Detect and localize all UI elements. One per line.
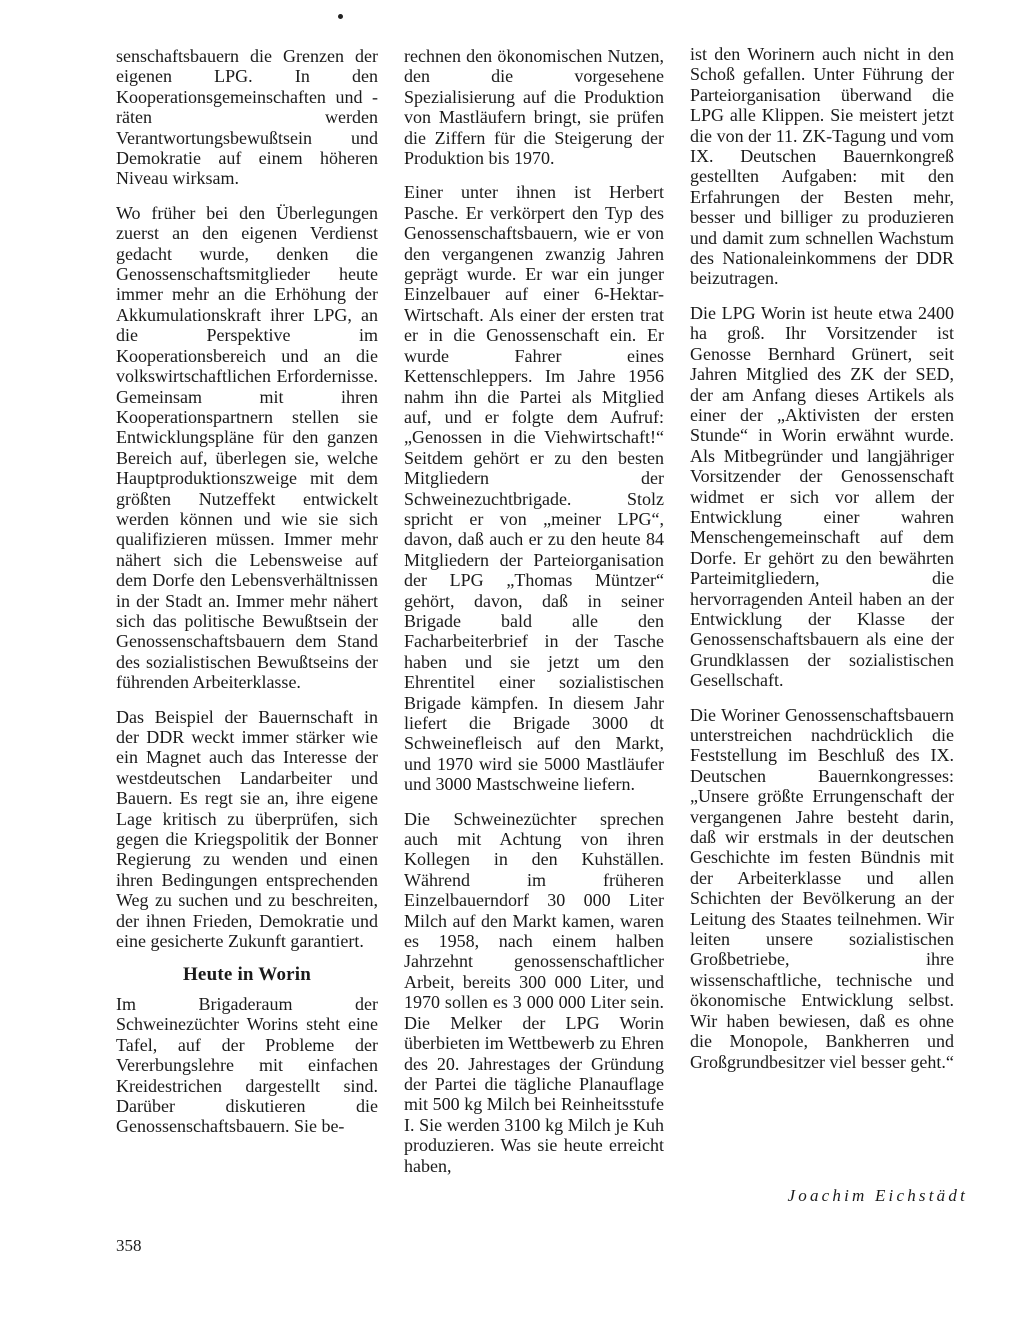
column-2-paragraph-3: Die Schweinezüchter sprechen auch mit Achtung von ihren Kollegen in den Kuhställen. Während im früheren Einzelbauerndorf 30 000 Liter Milch auf den Markt kamen, waren es 1958, nach einem halben Jahrzehnt genossenschaftlicher Arbeit, bereits 300 000 Liter, und 1970 sollen es 3 000 000 Liter sein. Die Melker der LPG Worin überbieten im Wettbewerb zu Ehren des 20. Jahrestages der Gründung der Partei die tägliche Planauflage mit 500 kg Milch bei Reinheitsstufe I. Sie werden 3100 kg Milch je Kuh produzieren. Was sie heute erreicht haben, [404,808,664,1176]
column-2 [404,46,664,1190]
column-2-paragraph-1: rechnen den ökonomischen Nutzen, den die vorgesehene Spezialisierung auf die Produktion von Mastläufern bringt, sie prüfen die Ziffern für die Steigerung der Produktion bis 1970. [404,46,664,169]
column-1-paragraph-1: senschaftsbauern die Grenzen der eigenen LPG. In den Kooperationsgemeinschaften und -räten werden Verantwortungsbewußtsein und Demokratie auf einem höheren Niveau wirksam. [116,46,378,189]
column-1-paragraph-3: Das Beispiel der Bauernschaft in der DDR weckt immer stärker wie ein Magnet auch das Interesse der westdeutschen Landarbeiter und Bauern. Es regt sie an, ihre eigene Lage kritisch zu überprüfen, sich gegen die Kriegspolitik der Bonner Regierung zu wenden und einen ihren Bedingungen entsprechenden Weg zu suchen und zu beschreiten, der ihnen Frieden, Demokratie und eine gesicherte Zukunft garantiert. [116,706,378,952]
column-3-paragraph-2: Die LPG Worin ist heute etwa 2400 ha groß. Ihr Vorsitzender ist Genosse Bernhard Grünert, seit Jahren Mitglied des ZK der SED, der am Anfang dieses Artikels als einer der „Aktivisten der ersten Stunde“ in Worin erwähnt wurde. Als Mitbegründer und langjähriger Vorsitzender der Genossenschaft widmet er sich vor allem der Entwicklung einer wahren Menschengemeinschaft auf dem Dorfe. Er gehört zu den bewährten Parteimitgliedern, die hervorragenden Anteil haben an der Entwicklung der Klasse der Genossenschaftsbauern als eine der Grundklassen der sozialistischen Gesellschaft. [690,302,954,691]
column-1-paragraph-2: Wo früher bei den Überlegungen zuerst an den eigenen Verdienst gedacht wurde, denken die Genossenschaftsmitglieder heute immer mehr an die Erhöhung der Akkumulationskraft ihrer LPG, an die Perspektive im Kooperationsbereich und an die volkswirtschaftlichen Erfordernisse. Gemeinsam mit ihren Kooperationspartnern stellen sie Entwicklungspläne für den ganzen Bereich auf, überlegen sie, welche Hauptproduktionszweige mit dem größten Nutzeffekt entwickelt werden können und wie sie sich qualifizieren müssen. Immer mehr nähert sich die Lebensweise auf dem Dorfe den Lebensverhältnissen in der Stadt an. Immer mehr nähert sich das politische Bewußtsein der Genossenschaftsbauern dem Stand des sozialistischen Bewußtseins der führenden Arbeiterklasse. [116,202,378,693]
column-2-paragraph-2: Einer unter ihnen ist Herbert Pasche. Er verkörpert den Typ des Genossenschaftsbauern, wie er von den vergangenen zwanzig Jahren geprägt wurde. Er war ein junger Einzelbauer auf einer 6-Hektar-Wirtschaft. Als einer der ersten trat er in die Genossenschaft ein. Er wurde Fahrer eines Kettenschleppers. Im Jahre 1956 nahm ihn die Partei als Mitglied auf, und er folgte dem Aufruf: „Genossen in die Viehwirtschaft!“ Seitdem gehört er zu den besten Mitgliedern der Schweinezuchtbrigade. Stolz spricht er von „meiner LPG“, davon, daß auch er zu den heute 84 Mitgliedern der Parteiorganisation der LPG „Thomas Müntzer“ gehört, davon, daß in seiner Brigade bald alle den Facharbeiterbrief in der Tasche haben und sie jetzt um den Ehrentitel einer sozialistischen Brigade kämpfen. In diesem Jahr liefert die Brigade 3000 dt Schweinefleisch auf den Markt, und 1970 wird sie 5000 Mastläufer und 3000 Mastschweine liefern. [404,182,664,795]
author-signature: Joachim Eichstädt [787,1186,968,1205]
column-3 [690,44,954,1086]
column-3-paragraph-3: Die Woriner Genossenschaftsbauern unterstreichen nachdrücklich die Feststellung im Beschluß des IX. Deutschen Bauernkongresses: „Unsere größte Errungenschaft der vergangenen Jahre besteht darin, daß wir erstmals in der deutschen Geschichte im festen Bündnis mit der Arbeiterklasse und allen Schichten der Bevölkerung an der Leitung des Staates teilnehmen. Wir leiten unsere sozialistischen Großbetriebe, ihre wissenschaftliche, technische und ökonomische Entwicklung selbst. Wir haben bewiesen, daß es ohne die Monopole, Bankherren und Großgrundbesitzer viel besser geht.“ [690,704,954,1072]
column-1 [116,46,378,1151]
section-heading: Heute in Worin [182,964,312,986]
column-1-paragraph-4: Im Brigaderaum der Schweinezüchter Worins steht eine Tafel, auf der Probleme der Vererbungslehre mit einfachen Kreidestrichen dargestellt sind. Darüber diskutieren die Genossenschaftsbauern. Sie be- [116,993,378,1137]
column-3-paragraph-1: ist den Worinern auch nicht in den Schoß gefallen. Unter Führung der Parteiorganisation überwand die LPG alle Klippen. Sie meistert jetzt die von der 11. ZK-Tagung und vom IX. Deutschen Bauernkongreß gestellten Aufgaben: mit den Erfahrungen der Besten mehr, besser und billiger zu produzieren und damit zum schnellen Wachstum des Nationaleinkommens der DDR beizutragen. [690,44,954,289]
page-dot-mark [338,14,343,19]
page-number: 358 [116,1236,142,1255]
